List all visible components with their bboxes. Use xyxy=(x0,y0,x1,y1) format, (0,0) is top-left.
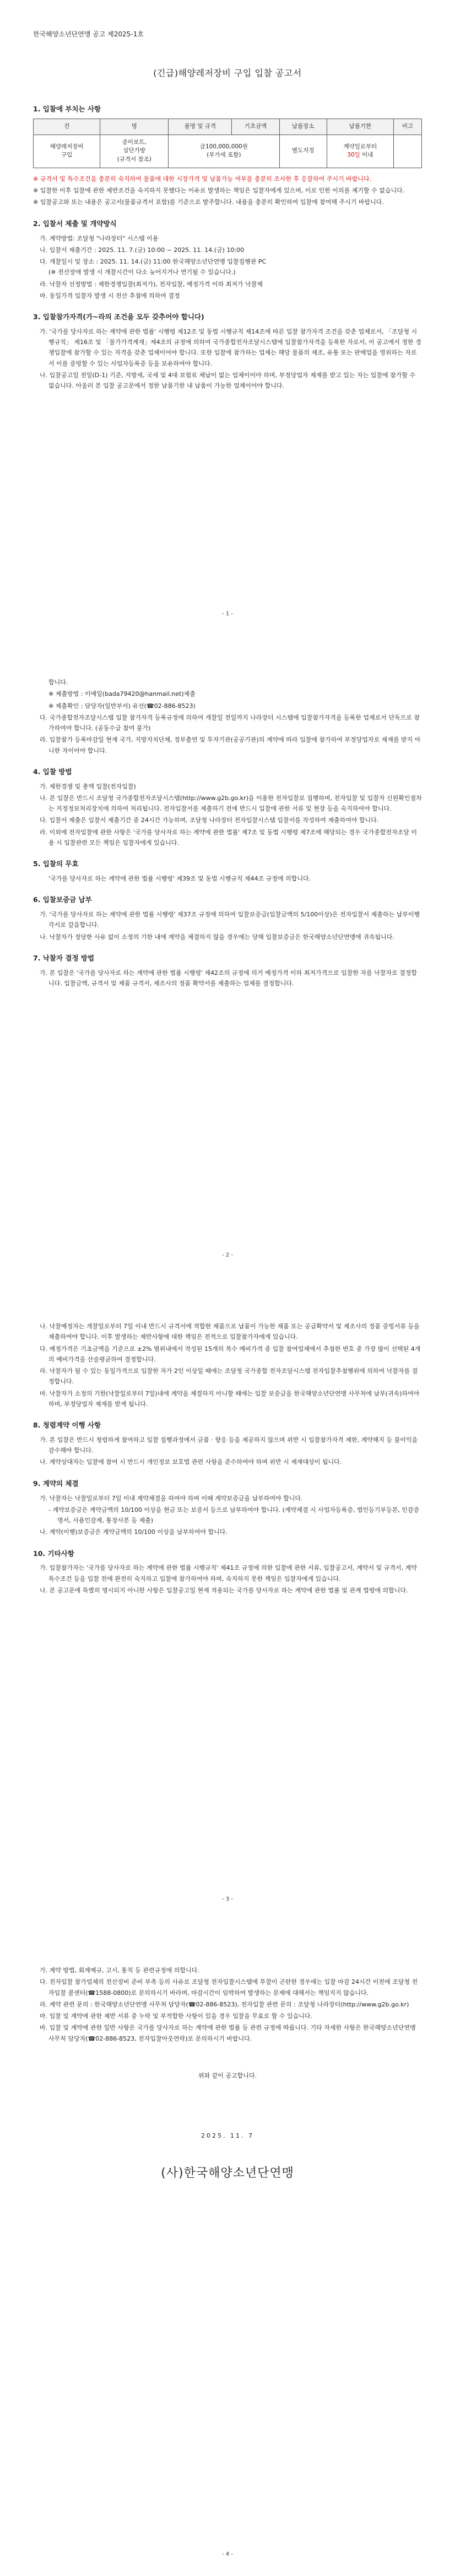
list-item: 라. 입찰참가 등록마감일 현재 국가, 지방자치단체, 정부출연 및 투자기관(공공기관)의 계약에 따라 입찰에 참가하여 부정당업자로 제재를 받지 아니한 자이어야 합니다. xyxy=(40,736,421,754)
page-2 xyxy=(0,644,455,1288)
list-item: 가. 제한경쟁 및 총액 입찰(전자입찰) xyxy=(40,782,136,790)
section-3 xyxy=(33,311,422,391)
section-5 xyxy=(33,858,422,884)
item-name: 해양레저장비 구입 xyxy=(34,135,100,168)
table-header: 납품장소 xyxy=(279,119,327,135)
section-6 xyxy=(33,894,422,942)
contact-line: ※ 제출확인 : 담당자(일반부서) 유선(☎02-886-8523) xyxy=(48,702,196,710)
list-item: - 계약보증금은 계약금액의 10/100 이상을 현금 또는 보증서 등으로 납부하여야 합니다. (계약체결 시 사업자등록증, 법인등기부등본, 인감증명서, 사용인감계, 통장사본 등 제출) xyxy=(48,1506,420,1524)
section-5-heading: 5. 입찰의 무효 xyxy=(33,860,79,868)
table-header: 비고 xyxy=(394,119,422,135)
list-item: 다. 개찰일시 및 장소 : 2025. 11. 14.(금) 11:00 한국해양소년단연맹 입찰집행관 PC (※ 전산장애 발생 시 개찰시간이 다소 늦어지거나 연기될 수 있습니다.) xyxy=(40,258,267,276)
section-8-heading: 8. 청렴계약 이행 사항 xyxy=(33,1421,101,1429)
organization-name: (사)한국해양소년단연맹 xyxy=(161,2166,294,2181)
deadline-days: 30일 xyxy=(347,152,360,159)
page-number: - 3 - xyxy=(222,1896,233,1902)
table-header: 명 xyxy=(100,119,169,135)
list-item: 가. 낙찰자는 낙찰일로부터 7일 이내 계약체결을 하여야 하며 이때 계약보증금을 납부하여야 합니다. xyxy=(40,1494,303,1502)
section-7-heading: 7. 낙찰자 결정 방법 xyxy=(33,953,95,962)
delivery-place: 별도지정 xyxy=(279,135,327,168)
section-9 xyxy=(33,1478,422,1538)
list-item: 나. 낙찰예정자는 개찰일로부터 7일 이내 반드시 규격서에 적합한 제품으로 납품이 가능한 제품 또는 공급확약서 및 제조사의 정품 증빙서류 등을 제출하여야 합니다. 이후 발생하는 제반사항에 대한 책임은 전적으로 입찰참가자에게 있습니다. xyxy=(40,1323,420,1341)
table-header: 건 xyxy=(34,119,100,135)
list-item: 다. 예정가격은 기초금액을 기준으로 ±2% 범위내에서 작성된 15개의 복수 예비가격 중 입찰 참여업체에서 추첨한 번호 중 가장 많이 선택된 4개의 예비가격을 산술평균하여 결정합니다. xyxy=(40,1345,421,1363)
list-item: 나. 본 입찰은 반드시 조달청 국가종합전자조달시스템(http://www.g2b.go.kr)을 이용한 전자입찰로 집행하며, 전자입찰 및 입찰자 신원확인절차는 지정정보처리장치에 의하여 처리됩니다. 전자입찰서를 제출하기 전에 반드시 입찰에 관한 서류 및 현장 등을 숙지하여야 합니다. xyxy=(40,794,422,813)
delivery-deadline xyxy=(327,135,393,168)
deadline-prefix: 계약일로부터 xyxy=(343,143,377,150)
list-item: 가. 계약 방법, 회계예규, 고시, 통칙 등 관련규정에 의합니다. xyxy=(40,1967,199,1974)
list-item: 마. 입찰 및 계약에 관한 제반 서류 중 누락 및 부적합한 사항이 있을 경우 입찰을 무효로 할 수 있습니다. xyxy=(40,2012,312,2020)
section-2 xyxy=(33,218,422,301)
table-header: 품명 및 규격 xyxy=(169,119,232,135)
remark xyxy=(394,135,422,168)
page-number: - 2 - xyxy=(222,1252,233,1258)
section-7-cont xyxy=(33,1321,422,1409)
items-table xyxy=(33,119,422,168)
contact-line: ※ 제출방법 : 이메일(bada79420@hanmail.net)제출 xyxy=(48,690,196,698)
section-10 xyxy=(33,1548,422,1596)
section-1 xyxy=(33,103,422,208)
section-4 xyxy=(33,766,422,848)
section-3-cont xyxy=(33,677,422,756)
deadline-suffix: 이내 xyxy=(362,152,373,159)
list-item: 라. 이외에 전자입찰에 관한 사항은 '국가를 당사자로 하는 계약에 관한 법률' 제7조 및 동법 시행령 제7조에 해당되는 경우 국가종합전자조달 이용 시 입찰관련 모든 책임은 입찰자에게 있습니다. xyxy=(40,828,418,846)
list-item: 나. 입찰공고일 전일(D-1) 기준, 지방세, 국세 및 4대 보험료 체납이 없는 업체이어야 하며, 부정당업자 제재를 받고 있는 자는 입찰에 참가할 수 없습니다. 아울러 본 입찰 공고문에서 정한 납품기한 내 납품이 가능한 업체이어야 합니다. xyxy=(40,371,416,390)
list-item: 라. 낙찰자 선정방법 : 제한경쟁입찰(최저가), 전자입찰, 예정가격 이하 최저가 낙찰제 xyxy=(40,280,263,288)
list-item: 바. 입찰 및 계약에 관한 일반 사항은 국가를 당사자로 하는 계약에 관한 법률 등 관련 규정에 따릅니다. 기타 자세한 사항은 한국해양소년단연맹 사무처 담당자(☎02-886-8523, 전자입찰아웃연락)로 문의하시기 바랍니다. xyxy=(40,2024,416,2042)
paragraph: '국가를 당사자로 하는 계약에 관한 법률 시행령' 제39조 및 동법 시행규칙 제44조 규정에 의합니다. xyxy=(48,875,311,882)
section-10-cont xyxy=(33,1965,422,2044)
list-item: 라. 낙찰자가 될 수 있는 동일가격으로 입찰한 자가 2인 이상일 때에는 조달청 국가종합 전자조달시스템 전자입찰추첨행위에 의하여 낙찰자를 결정합니다. xyxy=(40,1367,418,1386)
section-1-heading: 1. 입찰에 부치는 사항 xyxy=(33,105,101,113)
list-item: 마. 동일가격 입찰자 발생 시 전산 추첨에 의하여 결정 xyxy=(40,292,180,299)
section-8 xyxy=(33,1419,422,1468)
page-title: (긴급)해양레저장비 구입 입찰 공고서 xyxy=(153,68,302,78)
page-number: - 1 - xyxy=(222,611,233,617)
section-9-heading: 9. 계약의 체결 xyxy=(33,1479,79,1488)
table-row xyxy=(34,135,422,168)
page-number: - 4 - xyxy=(222,2551,233,2557)
section-2-heading: 2. 입찰서 제출 및 개약방식 xyxy=(33,219,117,228)
section-3-heading: 3. 입찰참가자격(가~라의 조건을 모두 갖추어야 합니다) xyxy=(33,313,204,321)
list-item: 가. 입찰참가자는 '국가를 당사자로 하는 계약에 관한 법률 시행규칙' 제41조 규정에 의한 입찰에 관한 서류, 입찰공고서, 계약서 및 규격서, 계약 특수조건 등을 입찰 전에 완전히 숙지하고 입찰에 참가하여야 하며, 숙지하지 못한 책임은 입찰자에게 있습니다. xyxy=(40,1564,417,1582)
notice-date: 2025. 11. 7 xyxy=(201,2132,254,2139)
table-header: 기초금액 xyxy=(232,119,279,135)
note: ※ 규격서 및 특수조건을 충분히 숙지하여 물품에 대한 시장가격 및 납품가능 여부를 충분히 조사한 후 응찰하여 주시기 바랍니다. xyxy=(33,175,372,183)
list-item: 나. 입찰서 제출기간 : 2025. 11. 7.(금) 10:00 ~ 2025. 11. 14.(금) 10:00 xyxy=(40,246,245,254)
section-7 xyxy=(33,952,422,989)
paragraph: 합니다. xyxy=(48,679,68,686)
list-item: 가. '국가를 당사자로 하는 계약에 관한 법률' 시행령 제12조 및 동법 시행규칙 제14조에 따른 입찰 참가자격 조건을 갖춘 업체로서, 「조달청 시행규칙」 제16조 및 「물가가격계재」제4조의 규정에 의하여 국가종합전자조달시스템에 입찰참가자격을 등록한 자로서, 이 공고에서 정한 경쟁입찰에 참가할 수 있는 자격을 갖춘 업체이어야 합니다. 또한 입찰에 참가하는 업체는 해당 물품의 제조, 유통 또는 판매업을 영위하는 자로서 이를 증빙할 수 있는 사업자등록증 등을 보유하여야 합니다. xyxy=(40,328,421,367)
page-1 xyxy=(0,0,455,644)
page-4 xyxy=(0,1932,455,2576)
closing-text: 위와 같이 공고합니다. xyxy=(198,2071,257,2079)
list-item: 다. 전자입찰 참가업체의 전산장비 준비 부족 등의 사유로 조달청 전자입찰시스템에 투찰이 곤란한 경우에는 입찰 마감 24시간 이전에 조달청 전자입찰 콜센터(☎1588-0800)로 문의하시기 바라며, 마감시간이 임박하여 발생하는 문제에 대해서는 책임지지 않습니다. xyxy=(40,1978,418,1997)
list-item: 가. 계약방법: 조달청 "나라장터" 시스템 이용 xyxy=(40,234,159,242)
list-item: 가. 본 입찰은 '국가를 당사자로 하는 계약에 관한 법률 시행령' 제42조의 규정에 의거 예정가격 이하 최저가격으로 입찰한 자를 낙찰자로 결정합니다. 입찰금액, 규격서 및 제품 규격서, 제조사의 정품 확약서를 제출하는 업체를 결정합니다. xyxy=(40,969,418,987)
list-item: 라. 계약 관련 문의 : 한국해양소년단연맹 사무처 담당자(☎02-886-8523), 전자입찰 관련 문의 : 조달청 나라장터(http://www.g2b.go.kr) xyxy=(40,2000,409,2008)
section-6-heading: 6. 입찰보증금 납부 xyxy=(33,895,92,904)
base-amount: 금100,000,000원 (부가세 포함) xyxy=(169,135,279,168)
list-item: 가. 본 입찰은 반드시 청렴하게 참여하고 입찰 집행과정에서 금품 · 향응 등을 제공하지 않으며 위반 시 입찰참가자격 제한, 계약해지 등 불이익을 감수해야 합니다. xyxy=(40,1436,418,1455)
table-header: 납품기한 xyxy=(327,119,393,135)
section-10-heading: 10. 기타사항 xyxy=(33,1549,74,1558)
list-item: 나. 본 공고문에 특별히 명시되지 아니한 사항은 입찰공고일 현재 적용되는 국가를 당사자로 하는 계약에 관한 법률 및 관계 법령에 의합니다. xyxy=(40,1586,408,1594)
note: ※ 입찰공고와 또는 내용은 공고서(물품규격서 포함)를 기준으로 발주합니다. 내용을 충분히 확인하여 입찰에 참여해 주시기 바랍니다. xyxy=(33,198,384,206)
section-4-heading: 4. 입찰 방법 xyxy=(33,767,72,776)
list-item: 나. 계약(이행)보증금은 계약금액의 10/100 이상을 납부하여야 합니다. xyxy=(40,1528,228,1536)
list-item: 다. 입찰서 제출은 입찰서 제출기간 중 24시간 가능하며, 조달청 나라장터 전자입찰시스템 입찰서를 작성하여 제출하여야 합니다. xyxy=(40,817,379,824)
item-spec: 종이보트, 삼단가방 (규격서 참조) xyxy=(100,135,169,168)
page-3 xyxy=(0,1288,455,1932)
note: ※ 입찰한 이후 입찰에 관한 제반조건을 숙지하지 못했다는 이유로 발생하는 책임은 입찰자에게 있으며, 이로 인한 이의를 제기할 수 없습니다. xyxy=(33,187,405,195)
list-item: 마. 낙찰자가 소정의 기한(낙찰일로부터 7일)내에 계약을 체결하지 아니할 때에는 입찰 보증금을 한국해양소년단연맹 사무처에 납부(귀속)하여야 하며, 부정당업자 제재를 받게 됩니다. xyxy=(40,1389,420,1408)
list-item: 가. '국가를 당사자로 하는 계약에 관한 법률 시행령' 제37조 규정에 의하여 입찰보증금(입찰금액의 5/100이상)은 전자입찰서 제출하는 납부이행각서로 갈음합니다. xyxy=(40,911,420,929)
list-item: 다. 국가종합전자조달시스템 입찰 참가자격 등록규정에 의하여 개찰일 전일까지 나라장터 시스템에 입찰참가자격을 등록한 업체로서 단독으로 참가하여야 합니다. (공동수급 참여 불가) xyxy=(40,713,420,732)
list-item: 나. 계약상대자는 입찰에 참여 시 반드시 개인정보 보호법 관련 사항을 준수하여야 하며 위반 시 제재대상이 됩니다. xyxy=(40,1458,342,1466)
notice-number: 한국해양소년단연맹 공고 제2025-1호 xyxy=(33,30,144,38)
list-item: 나. 낙찰자가 정당한 사유 없이 소정의 기한 내에 계약을 체결하지 않을 경우에는 당해 입찰보증금은 한국해양소년단연맹에 귀속됩니다. xyxy=(40,933,394,941)
